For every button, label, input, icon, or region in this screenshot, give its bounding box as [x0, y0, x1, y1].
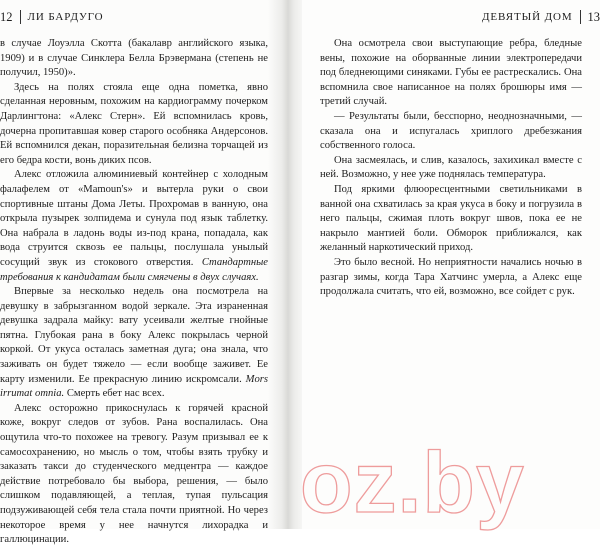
left-paragraph-3: Алекс отложила алюминиевый контейнер с холодным фалафелем от «Mamoun's» и вытерла руки о свои спортивные штаны Дома Леты. Прохромав в ванную, она открыла пузырек золпидема и сунула под язык таблетку. Она набрала в ладонь воды из-под крана, попадала, как вода струится сквозь ее пальцы, послушала унылый сосущий звук из стокового отверстия. Стандартные требования к кандидатам были смягчены в двух случаях.: [0, 168, 268, 285]
latin-phrase: Mors irrumat omnia.: [0, 374, 268, 400]
left-page: [0, 0, 276, 529]
right-page-body: [320, 37, 582, 300]
left-paragraph-5: Алекс осторожно прикоснулась к горячей красной коже, вокруг следов от зубов. Рана воспалилась. Она ощутила что-то похожее на тревогу. Разум призывал ее к самосохранению, но мысль о том, чтобы взять трубку и заказать такси до студенческого медцентра — каждое действие потребовало бы выбора, решения, — было слишком подавляющей, а теплая, тупая пульсация подзуживающей себя тела стала почти приятной. Но через некоторое время у нее начнутся лихорадка и галлюцинации.: [0, 402, 268, 548]
right-paragraph-5: Это было весной. Но неприятности начались ночью в разгар зимы, когда Тара Хатчинс умерла, а Алекс еще продолжала считать, что ей, возможно, все сойдет с рук.: [320, 256, 582, 300]
right-page: [302, 0, 600, 529]
right-page-number: 13: [588, 10, 600, 25]
right-paragraph-1: Она осмотрела свои выступающие ребра, бледные вены, похожие на оборванные линии электропередачи под бледнеющими синяками. Губы ее растрескались. Она вспомнила свое написанное на полях брошюры имя — третий случай.: [320, 37, 582, 110]
left-paragraph-1: в случае Лоуэлла Скотта (бакалавр английского языка, 1909) и в случае Синклера Белла Брэвермана (степень не получил, 1950)».: [0, 37, 268, 81]
left-paragraph-2: Здесь на полях стояла еще одна пометка, явно сделанная неровным, похожим на кардиограмму почерком Дарлингтона: «Алекс Стерн». Ей вспомнилась кровь, дочерна пропитавшая ковер старого особняка Андерсонов. Ей вспомнился декан, поразительная белизна торчащей из его бедра кости, вонь диких псов.: [0, 81, 268, 169]
running-head-divider: [580, 10, 581, 24]
left-page-number: 12: [0, 10, 13, 25]
left-running-head-title: ЛИ БАРДУГО: [28, 11, 104, 23]
right-running-head-title: ДЕВЯТЫЙ ДОМ: [482, 11, 572, 23]
running-head-divider: [20, 10, 21, 24]
italic-quote: Стандартные требования к кандидатам были смягчены в двух случаях.: [0, 257, 268, 283]
left-running-head: [0, 7, 104, 27]
right-paragraph-3: Она засмеялась, и слив, казалось, захихикал вместе с ней. Возможно, у нее уже поднялась температура.: [320, 154, 582, 183]
right-paragraph-2: — Результаты были, бесспорно, неоднозначными, — сказала она и испугалась хриплого дребезжания собственного голоса.: [320, 110, 582, 154]
left-page-body: [0, 37, 268, 548]
left-paragraph-4: Впервые за несколько недель она посмотрела на девушку в забрызганном водой зеркале. Эта израненная девушка задрала майку: вату усеивали желтые гнойные пятна. Глубокая рана в боку Алекс покрылась черной коркой. От укуса осталась заметная дуга; она знала, что заживать он будет тяжело — если вообще заживет. Ее карту изменили. Ее прекрасную линию искромсали. Mors irrumat omnia. Смерть ебет нас всех.: [0, 285, 268, 402]
right-paragraph-4: Под яркими флюоресцентными светильниками в ванной она схватилась за края укуса в боку и погрузила в него пальцы, сжимая плоть вокруг швов, пока ее не накрыло мантией боли. Обморок приближался, как желанный наркотический приход.: [320, 183, 582, 256]
right-running-head: [482, 7, 600, 27]
